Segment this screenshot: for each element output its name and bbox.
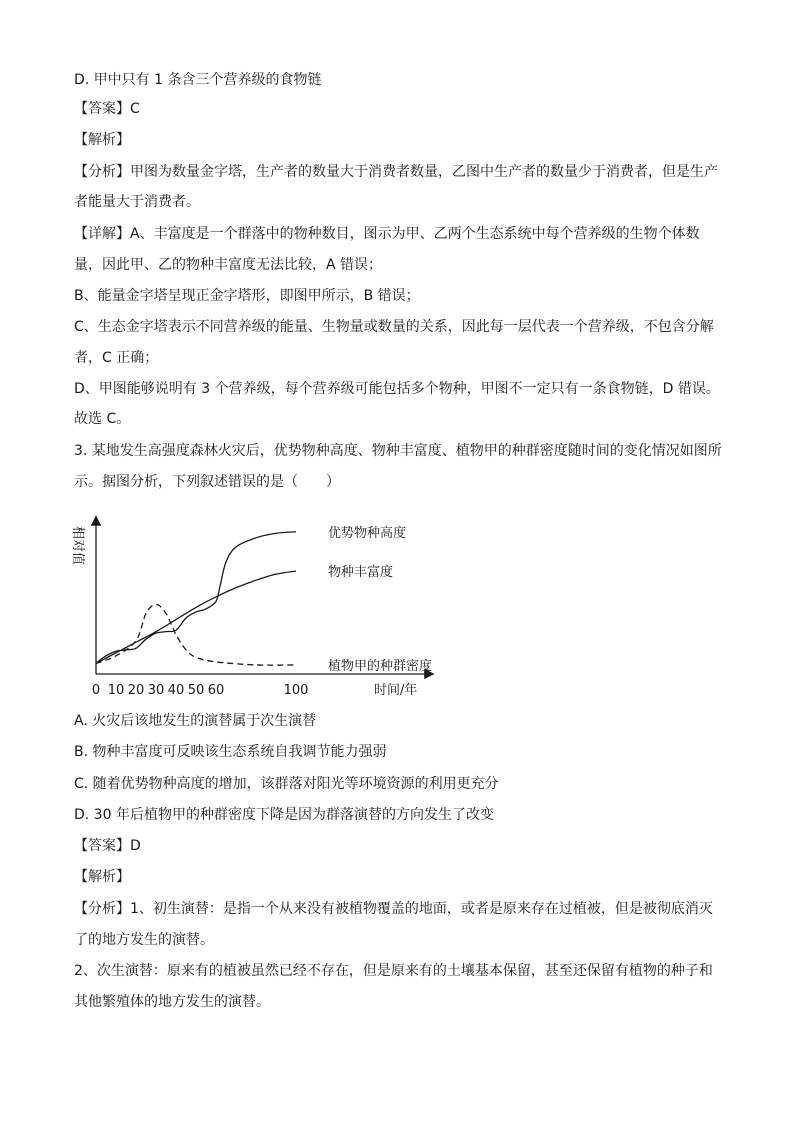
x-tick-label: 10 — [107, 683, 125, 698]
q2-answer: 【答案】C — [74, 101, 140, 117]
x-tick-label: 60 — [207, 683, 225, 698]
x-tick-label: 40 — [167, 683, 185, 698]
q3-stem-line-1: 3. 某地发生高强度森林火灾后，优势物种高度、物种丰富度、植物甲的种群密度随时间的变化情况如图所 — [74, 443, 722, 459]
q2-conclusion: 故选 C。 — [74, 411, 131, 427]
x-tick-label: 20 — [127, 683, 145, 698]
q3-fenxi-line-4: 其他繁殖体的地方发生的演替。 — [74, 994, 270, 1010]
q2-analysis-heading: 【解析】 — [74, 132, 130, 148]
x-axis-label: 时间/年 — [374, 683, 418, 698]
q3-analysis-heading: 【解析】 — [74, 869, 130, 885]
q2-xiangjie-line-2: 量，因此甲、乙的物种丰富度无法比较，A 错误； — [74, 257, 383, 273]
series-line-1 — [96, 532, 296, 664]
series-label-1: 优势物种高度 — [328, 525, 407, 541]
q2-fenxi-line-1: 【分析】甲图为数量金字塔，生产者的数量大于消费者数量，乙图中生产者的数量少于消费者，但是生产 — [74, 164, 718, 180]
series-label-3: 植物甲的种群密度 — [328, 658, 433, 674]
q2-xiangjie-line-3: B、能量金字塔呈现正金字塔形，即图甲所示，B 错误； — [74, 288, 420, 304]
q2-xiangjie-line-5: 者，C 正确； — [74, 350, 159, 366]
x-tick-label: 0 — [91, 683, 101, 698]
q2-xiangjie-line-6: D、甲图能够说明有 3 个营养级，每个营养级可能包括多个物种，甲图不一定只有一条食物链，D 错误。 — [74, 381, 720, 397]
q3-option-a: A. 火灾后该地发生的演替属于次生演替 — [74, 713, 317, 729]
x-tick-label: 30 — [147, 683, 165, 698]
series-line-3 — [96, 604, 296, 665]
q3-answer: 【答案】D — [74, 838, 141, 854]
succession-chart — [60, 512, 460, 702]
y-axis-label: 相对值 — [70, 526, 85, 566]
q2-option-d: D. 甲中只有 1 条含三个营养级的食物链 — [74, 72, 322, 88]
q3-option-d: D. 30 年后植物甲的种群密度下降是因为群落演替的方向发生了改变 — [74, 807, 494, 823]
q3-option-b: B. 物种丰富度可反映该生态系统自我调节能力强弱 — [74, 744, 387, 760]
q2-fenxi-line-2: 者能量大于消费者。 — [74, 194, 200, 210]
x-tick-label: 50 — [187, 683, 205, 698]
q3-option-c: C. 随着优势物种高度的增加，该群落对阳光等环境资源的利用更充分 — [74, 776, 499, 792]
q3-fenxi-line-2: 了的地方发生的演替。 — [74, 932, 214, 948]
q2-xiangjie-line-1: 【详解】A、丰富度是一个群落中的物种数目，图示为甲、乙两个生态系统中每个营养级的生物个体数 — [74, 226, 700, 242]
q3-stem-line-2: 示。据图分析，下列叙述错误的是（ ） — [74, 474, 340, 490]
q3-fenxi-line-1: 【分析】1、初生演替：是指一个从来没有被植物覆盖的地面，或者是原来存在过植被，但是被彻底消灭 — [74, 901, 713, 917]
q3-fenxi-line-3: 2、次生演替：原来有的植被虽然已经不存在，但是原来有的土壤基本保留，甚至还保留有植物的种子和 — [74, 963, 713, 979]
q2-xiangjie-line-4: C、生态金字塔表示不同营养级的能量、生物量或数量的关系，因此每一层代表一个营养级，不包含分解 — [74, 319, 714, 335]
x-tick-label: 100 — [283, 683, 309, 698]
series-label-2: 物种丰富度 — [328, 565, 394, 581]
